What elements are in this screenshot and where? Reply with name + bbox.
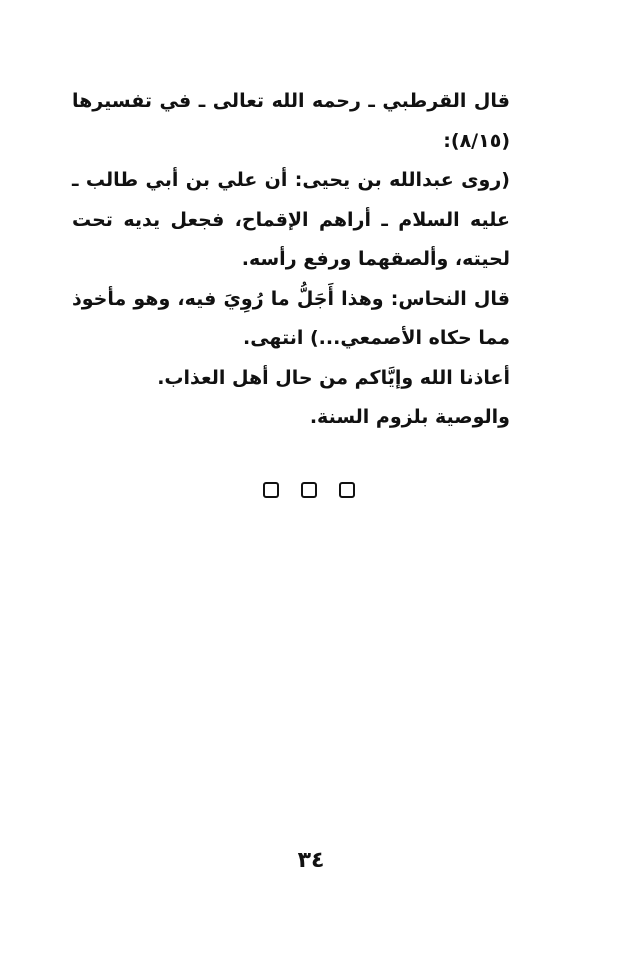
paragraph-supplication: أعاذنا الله وإيَّاكم من حال أهل العذاب. [157, 366, 510, 389]
page-number: ٣٤ [297, 848, 325, 873]
paragraph-nahhas: قال النحاس: وهذا أَجَلُّ ما رُوِيَ فيه، وهو مأخوذ مما حكاه الأصمعي...) انتهى. [72, 287, 510, 349]
paragraph-narration: (روى عبدالله بن يحيى: أن علي بن أبي طالب ـ عليه السلام ـ أراهم الإقماح، فجعل يديه تحت لحيته، وألصقهما ورفع رأسه. [72, 169, 510, 270]
square-icon [301, 482, 317, 498]
section-divider-ornament [263, 482, 355, 500]
body-text [72, 82, 530, 438]
square-icon [263, 482, 279, 498]
square-icon [339, 482, 355, 498]
paragraph-quote-intro: قال القرطبي ـ رحمه الله تعالى ـ في تفسيرها (٨/١٥): [72, 90, 510, 152]
paragraph-advice: والوصية بلزوم السنة. [309, 406, 510, 428]
